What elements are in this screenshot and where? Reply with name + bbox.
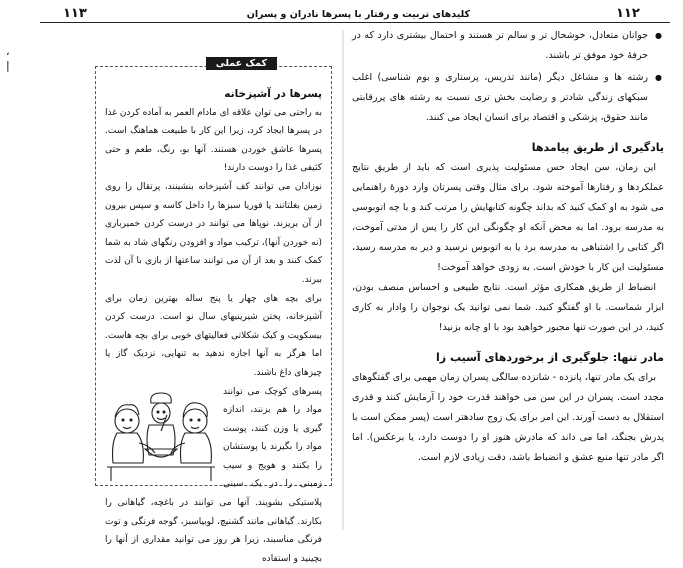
right-column [352,26,664,468]
bullet-list [352,26,664,128]
paragraph: پسرهای کوچک می توانند مواد را هم بزنند، اندازه گیری یا وزن کنند، پوست مواد را بگیرند یا پوستشان را بکنند و هویج و سیب زمینی را در یک سینی پلاستیکی بشویند. آنها می توانند در باغچه، گیاهانی را بکارند. گیاهانی مانند گشنیچ، لوبیاسبز، گوجه فرنگی و توت فرنگی مناسبند، زیرا هر روز می توانید مقداری از آنها را بچینید و استفاده [105,383,322,568]
paragraph: برای بچه های چهار یا پنج ساله بهترین زمان برای آشپزخانه، پختن شیرینیهای سال نو است. درست کردن بیسکویت و کیک شکلاتی فعالیتهای خوبی برای بچه هاست. اما هرگز به آنها اجازه ندهید به تنهایی، نزدیک گاز یا چیزهای داغ باشند. [105,290,322,383]
paragraph: نوزادان می توانند کف آشپزخانه بنشینند، پرتقال را روی زمین بغلتانند یا قوریا سبزها را داخل کاسه و سپس بیرون از آن بریزند. نوپاها می توانند در درست کردن خمیربازی (نه خوردن آنها)، ترکیب مواد و افزودن رنگهای شاد به شما کمک کنند و بعد از آن می توانند ساعتها از بازی با آن لذت ببرند. [105,178,322,290]
section-heading: یادگیری از طریق پیامدها [352,138,664,158]
paragraph: این زمان، سن ایجاد حس مسئولیت پذیری است که باید از طریق نتایج عملکردها و رفتارها آموخته شود. برای مثال وقتی پسرتان وارد دورهٔ راهنمایی می شود به او کمک کنید که بداند چگونه کتابهایش را مرتب کند و با چه اتوبوسی به مدرسه برود. اما به محض آنکه او چگونگی این کار را پس از مدتی آموخت، اگر کتابی را اشتباهی به مدرسه برد یا به اتوبوس نرسید و دیر به مدرسه رسید، مسئولیت این کار با خودش است. به زودی خواهد آموخت! [352,158,664,278]
bullet-item: ● جوانان متعادل، خوشحال تر و سالم تر هستند و احتمال بیشتری دارد که در حرفهٔ خود موفق تر باشند. [352,26,648,66]
bullet-item: ● رشته ها و مشاغل دیگر (مانند تدریس، پرستاری و بوم شناسی) اغلب سبکهای زندگی شادتر و رضایت بخش تری نسبت به رشته های پررقابتی مانند حقوق، پزشکی و اقتصاد برای انسان ایجاد می کنند. [352,68,648,128]
box-content [105,85,322,481]
practical-help-box [95,66,332,486]
section-heading: مادر تنها: جلوگیری از برخوردهای آسیب زا [352,348,664,368]
paragraph: برای یک مادر تنها، پانزده - شانزده سالگی پسران زمان مهمی برای گفتگوهای مجدد است. پسران در این سن می خواهند قدرت خود را آزمایش کنند و قدری استقلال به دست آورند. این امر برای یک زوج سادهتر است (پسر ممکن است با پدرش بجنگد، اما می داند که مادرش هنوز او را دوست دارد، یا برعکس). اما اگر مادر تنها منبع عشق و انضباط باشد، دقت زیادی لازم است. [352,368,664,468]
margin-mark: ، | [6,45,10,73]
paragraph: انضباط از طریق همکاری مؤثر است. نتایج طبیعی و احساس منصف بودن، ابزار شماست. با او گفتگو کنید. شما نمی توانید یک نوجوان را وادار به کاری کنید، در این صورت تنها مجبور خواهید بود با او چانه بزنید! [352,278,664,338]
page-number-left: ۱۱۳ [63,6,87,21]
page-number-right: ۱۱۲ [616,6,640,21]
box-heading: پسرها در آشپزخانه [105,85,322,104]
box-badge: کمک عملی [206,57,277,70]
running-header: کلیدهای تربیت و رفتار با پسرها نادران و پسران [150,9,470,20]
kitchen-kids-illustration [105,387,217,483]
paragraph: به راحتی می توان علاقه ای مادام العمر به آماده کردن غذا در پسرها ایجاد کرد، زیرا این کار با طبیعت هماهنگ است. پسرها عاشق خوردن هستند. آنها بو، رنگ، طعم و حتی کثیفی غذا را دوست دارند! [105,104,322,178]
book-spine [342,30,344,530]
header-rule [40,22,670,23]
